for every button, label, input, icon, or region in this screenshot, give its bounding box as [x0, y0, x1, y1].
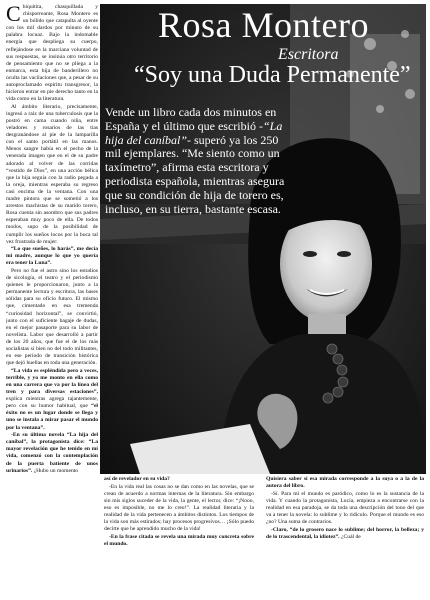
intro-text: hiquitita, chasquillada y chisporreante, Rosa Montero es un bólido que catapulta al oyente con los mil dardos por minuto de su palabra locuaz. Bajo la indomable energía que despliega su cuerpo, reflejándose en la marciana voluntad de sus respuestas, se insinúa otro territorio de pensamiento que no se pliega a la enmarca, esta hija de banderillero no oculta las vacilaciones que, a pesar de su autoproclamado espíritu transgresor, la hicieron entrar en pie derecho tanto en la vida como en la literatura. — [6, 4, 98, 103]
paragraph-text: Pero no fue el astro sino los estudios de sicología, el teatro y el periodismo quienes le proporcionaron, junto a la permanente lectura y escritura, las bases sólidas para su oficio futuro. El mismo que, cimentado en esa tremenda “curiosidad horizontal”, se convirtió, junto con el suficiente bagaje de dudas, en el mejor pasaporte para su labor de novelista. Labor que desarrolló a partir de los 20 años, que fue el de los más socialistas si bien no del todo militantes, en ese período de transición histórica que dejó huellas en toda una generación. — [6, 267, 98, 367]
question-paragraph — [266, 527, 424, 541]
quote-text: “Lo que sueñes, lo harás”, me decía mi madre, aunque lo que yo quería era tener la Luna”. — [6, 246, 98, 267]
question-text: “La mayor revelación que he tenido en mi vida, comenzó con la contemplación de la puerta batiente de unos urinarios”. — [6, 439, 98, 474]
book-title: -“La hija del caníbal”- — [105, 118, 283, 147]
question-text: -Claro, “de lo grosero nace lo sublime; del horror, la belleza; y de lo trascendental, la idiotez”. — [266, 526, 424, 540]
question-text: Quisiera saber si esa mirada corresponde a la suya o a la de la autora del libro. — [266, 476, 424, 490]
bottom-column-1 — [104, 476, 254, 548]
body-paragraph — [6, 368, 98, 432]
answer-text: -Sí. Para mí el mundo es paródico, como lo es la sustancia de la vida. Y cuando la protagonista, Lucía, empieza a encontrarse con la realidad en esa paradoja, se da toda una descripción del tono del que va a tener la novela: lo sublime y lo ridículo. Porque el mundo es eso ¿no? Una suma de contrarios. — [266, 490, 424, 526]
interviewee-name: Rosa Montero — [158, 5, 369, 45]
paragraph-text: Al ámbito literario, precisamente, ingresó a raíz de una tuberculosis que la postró en cama cuando niña, entre veladores y rosarios de las tías desgranándose al pie de la lamparilla con el santo portátil en las manos. Menos sangre había en el pecho de la venerada imagen que en el de su padre adorado al volver de las corridas “vestido de Dios”, en una acción bélica que la hija seguía con la radio pegada a la oreja, mientras esperaba su regreso casi encima de la ventana. Con una madre pintora que se sometió a los arrestos machistas de su marido torero, Rosa cuenta sin asombro que sus padres esperaban muy poco de ella. De todos modos, supo de la posibilidad de cumplir los sueños locos por la boca tal vez frustrada de mujer: — [6, 103, 98, 245]
bottom-text-area — [100, 476, 426, 600]
paragraph-text: ¿Hubo un momento — [32, 467, 79, 474]
quote-paragraph — [6, 246, 98, 267]
drop-cap: C — [6, 4, 21, 26]
question-text: -En su última novela “La hija del caníbal”, la protagonista dice: — [6, 432, 98, 446]
body-paragraph — [6, 104, 98, 246]
answer-paragraph — [104, 484, 254, 534]
answer-text: -En la vida real las cosas no se dan como en las novelas, que se crean de acuerdo a normas internas de la literatura. Sin embargo sin mis siglos suceder de la vida, la gente, el lector, dice: “¡Nooo, eso es imposible, no me lo creo!”. La realidad literaria y la realidad de la vida pertenecen a ámbitos distintos. Los tiempos de la vida son más estirados; hay procesos progresivos… ¡Sólo puedo decirte que he aprendido mucho de la vida! — [104, 483, 254, 533]
question-text: -En la frase citada se revela una mirada muy concreta sobre el mundo. — [104, 533, 254, 547]
question-paragraph — [266, 476, 424, 490]
question-paragraph — [104, 476, 254, 483]
interviewee-role: Escritora — [278, 46, 339, 63]
question-text: así de revelador en su vida? — [104, 476, 170, 482]
headline-quote: “Soy una Duda Permanente” — [134, 62, 411, 88]
intro-paragraph — [6, 4, 98, 103]
answer-text: ¿Cuál de — [339, 533, 361, 540]
lede-text: superó ya los 250 mil ejemplares. “Me siento como un taxímetro”, afirma esta escritora y periodista española, mientras asegura que su condición de hija de torero es, incluso, en su tierra, bastante escasa. — [105, 132, 285, 216]
article-lede — [105, 106, 287, 216]
answer-paragraph — [266, 491, 424, 526]
bottom-column-2 — [266, 476, 424, 541]
lede-text: Vende un libro cada dos minutos en España y el último que escribió — [105, 105, 277, 133]
quote-text: “La vida es espléndida pero a veces, terrible, y yo me monto en ella como en una carrera que va por la línea del tren y para diversas estaciones”, — [6, 367, 98, 396]
quote-text: “el éxito no es un lugar donde se llega y uno se instala a mirar pasar el mundo por la ventana”. — [6, 403, 98, 431]
question-paragraph — [6, 432, 98, 475]
left-text-column — [6, 4, 98, 600]
paragraph-text: explica mientras agrega tajantemente, pero con su humor habitual, que — [6, 396, 98, 410]
body-paragraph — [6, 268, 98, 367]
question-paragraph — [104, 534, 254, 548]
